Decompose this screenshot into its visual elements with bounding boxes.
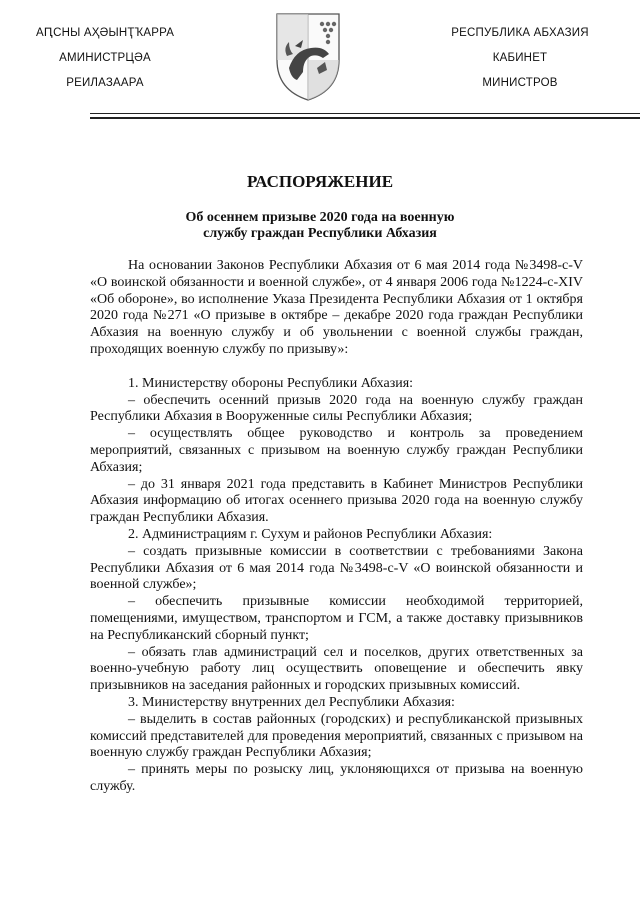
header-left-abkhaz (30, 26, 180, 101)
document-body (90, 258, 583, 796)
header-left-line: РЕИЛАЗААРА (66, 77, 144, 89)
header-left-line: АМИНИСТРЦӘА (59, 52, 151, 64)
document-title: РАСПОРЯЖЕНИЕ (246, 172, 394, 191)
item-1-subitem: – до 31 января 2021 года представить в Кабинет Министров Республики Абхазия информацию об итогах осеннего призыва 2020 года на военную службу граждан Республики Абхазия. (90, 476, 583, 526)
paragraph-gap (90, 359, 583, 376)
header-divider-thin (90, 113, 640, 114)
coat-of-arms-icon (273, 10, 343, 102)
preamble-paragraph: На основании Законов Республики Абхазия от 6 мая 2014 года №3498-с-V «О воинской обязанности и военной службе», от 4 января 2006 года №1224-с-XIV «Об обороне», во исполнение Указа Президента Республики Абхазия от 1 октября 2020 года №271 «О призыве в октябре – декабре 2020 года граждан Республики Абхазия на военную службу и об увольнении с военной службы граждан, проходящих военную службу по призыву»: (90, 258, 583, 357)
item-3-subitem: – выделить в состав районных (городских) и республиканской призывных комиссий представителей для проведения мероприятий, связанных с призывом на военную службу граждан Республики Абхазия; (90, 711, 583, 761)
header-right-line: МИНИСТРОВ (482, 77, 558, 89)
document-subtitle (0, 210, 640, 242)
item-3-subitem: – принять меры по розыску лиц, уклоняющихся от призыва на военную службу. (90, 762, 583, 794)
header-right-russian (440, 26, 600, 101)
header-left-line: АԤСНЫ АҲӘЫНҬҠАРРА (35, 27, 175, 39)
item-1-subitem: – обеспечить осенний призыв 2020 года на военную службу граждан Республики Абхазия в Вооруженные силы Республики Абхазия; (90, 392, 583, 425)
header-right-line: РЕСПУБЛИКА АБХАЗИЯ (451, 27, 589, 39)
header-divider-thick (90, 117, 640, 119)
subtitle-line: службу граждан Республики Абхазия (203, 226, 437, 241)
item-1-heading: 1. Министерству обороны Республики Абхазия: (128, 375, 414, 391)
item-2-subitem: – обязать глав администраций сел и поселков, других ответственных за военно-учебную работу лиц осуществить оповещение и обеспечить явку призывников на заседания районных и городских призывных комиссий. (90, 644, 583, 694)
item-2-heading: 2. Администрациям г. Сухум и районов Республики Абхазия: (128, 526, 493, 542)
item-2-subitem: – обеспечить призывные комиссии необходимой территорией, помещениями, имуществом, транспортом и ГСМ, а также доставку призывников на Республиканский сборный пункт; (90, 594, 583, 643)
subtitle-line: Об осеннем призыве 2020 года на военную (185, 210, 455, 225)
item-1-subitem: – осуществлять общее руководство и контроль за проведением мероприятий, связанных с призывом на военную службу граждан Республики Абхазия; (90, 426, 583, 475)
item-2-subitem: – создать призывные комиссии в соответствии с требованиями Закона Республики Абхазия от 6 мая 2014 года №3498-с-V «О воинской обязанности и военной службе»; (90, 543, 583, 593)
item-3-heading: 3. Министерству внутренних дел Республики Абхазия: (128, 694, 455, 710)
header-right-line: КАБИНЕТ (492, 52, 548, 64)
